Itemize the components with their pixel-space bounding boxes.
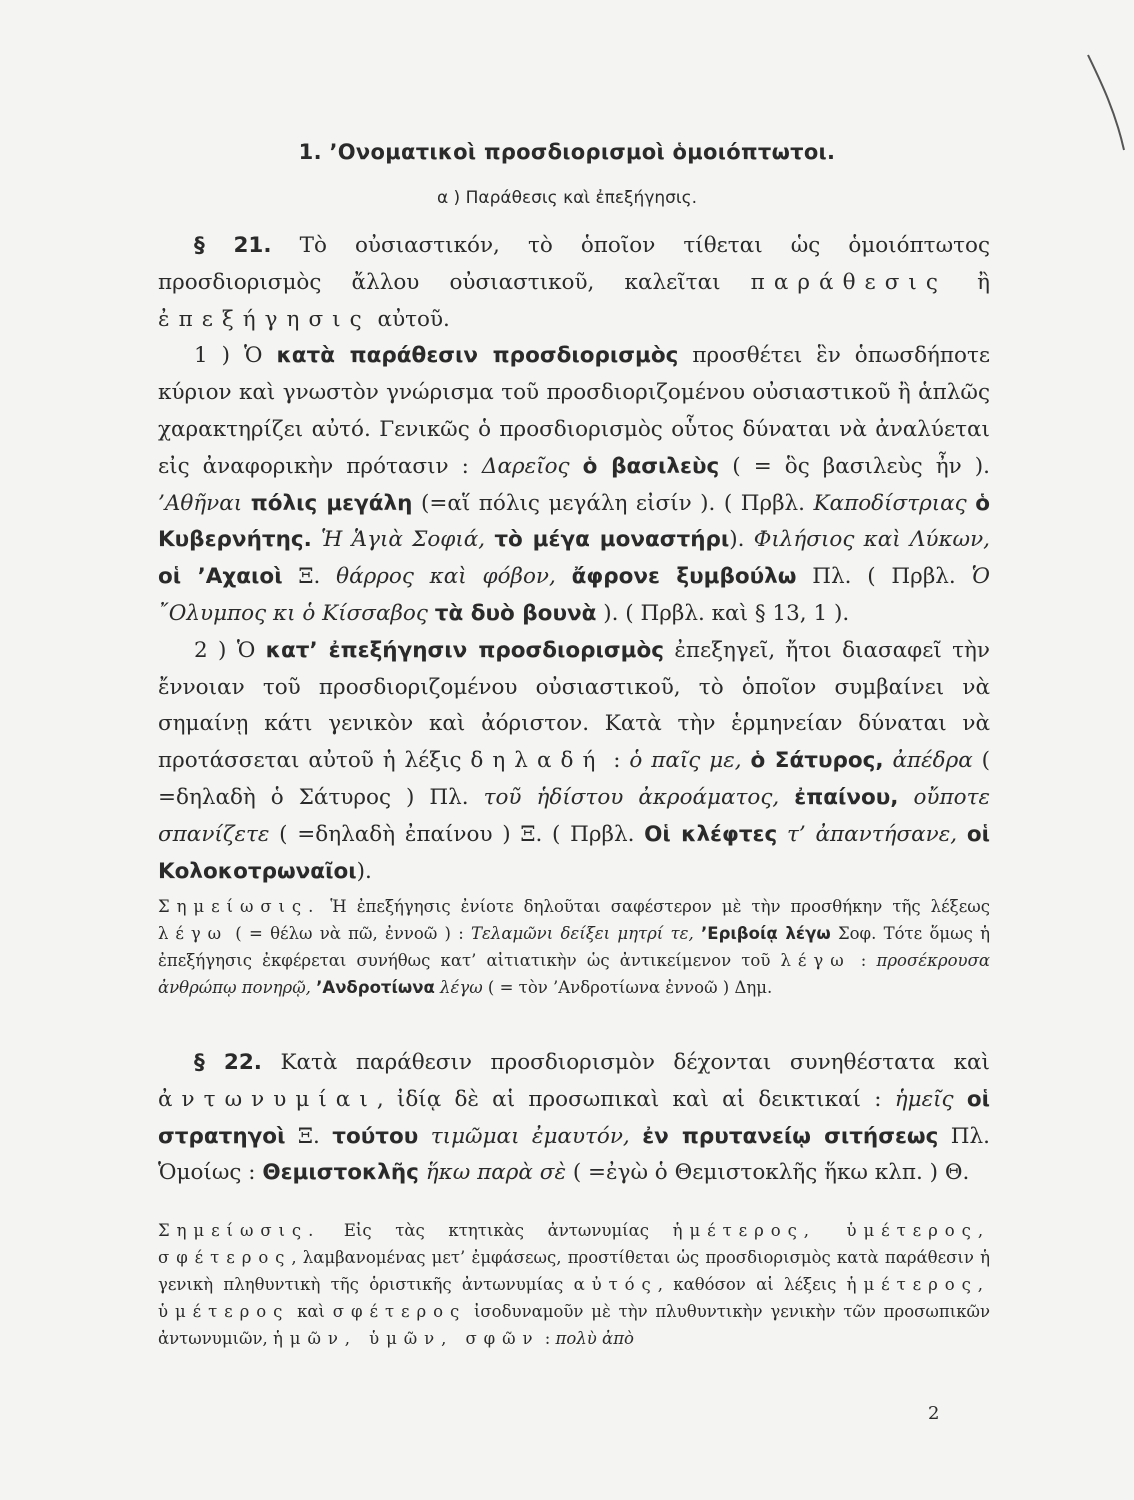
text-run: θάρρος καὶ φόβον, <box>336 564 556 590</box>
text-run: § 21. <box>194 233 272 258</box>
text-run <box>419 1160 426 1185</box>
text-run: Πλ. Ὁμοίως : <box>158 1123 991 1186</box>
note-22-text <box>158 1217 990 1352</box>
text-run: ἰσοδυναμοῦν μὲ τὴν πλυθυντικὴν γενικὴν τῶν προσωπικῶν ἀντωνυμιῶν, <box>158 1302 990 1348</box>
text-run <box>954 1087 967 1112</box>
text-run: λέγω <box>780 951 851 970</box>
text-run: ἡμεῖς <box>894 1086 954 1112</box>
text-run: ἄφρονε ξυμβούλω <box>571 564 797 590</box>
text-run: ’Εριβοίᾳ λέγω <box>701 924 831 943</box>
text-run: οἱ στρατηγοὶ <box>158 1086 990 1149</box>
text-run <box>556 564 572 589</box>
text-run: λέγω <box>440 978 483 997</box>
text-run: ( = τὸν ’Ανδροτίωνα ἐννοῶ ) Δημ. <box>482 978 773 997</box>
text-run: ). ( Πρβλ. καὶ § 13, 1 ). <box>596 600 850 626</box>
text-run: Ξ. <box>285 1123 333 1149</box>
text-run: Σημείωσις. <box>158 897 321 916</box>
text-run: τ’ ἀπαντήσανε, <box>787 821 958 847</box>
text-run: , καθόσον αἱ λέξεις <box>657 1275 847 1294</box>
text-run: : <box>604 748 630 774</box>
text-run: καὶ <box>289 1302 333 1321</box>
text-run: ’Αθῆναι <box>158 490 243 516</box>
section-heading: 1. ’Ονοματικοὶ προσδιορισμοὶ ὁμοιόπτωτοι. <box>298 140 836 164</box>
text-run: Ἡ ἐπεξήγησις ἐνίοτε δηλοῦται σαφέστερον μὲ τὴν προσθήκην τῆς λέξεως <box>320 897 990 916</box>
text-run <box>967 491 975 516</box>
text-run: ἀπέδρα <box>892 748 973 774</box>
text-run: Σοφ. Τότε ὅμως ἡ ἐπεξήγησις ἐκφέρεται συνήθως κατ’ αἰτιατικὴν ὡς ἀντικείμενον τοῦ <box>158 924 990 970</box>
text-run: τὰ δυὸ βουνὰ <box>434 600 597 626</box>
text-run: , λαμβανομένας μετ’ ἐμφάσεως, προστίθεται ὡς προσδιορισμὸς κατὰ παράθεσιν ἡ γενικὴ πληθυντικὴ τῆς ὁριστικῆς ἀντωνυμίας <box>158 1248 990 1294</box>
section-21 <box>158 228 990 890</box>
text-run: παράθεσις <box>750 269 947 295</box>
text-run: ἢ <box>946 269 990 295</box>
paragraph-21-epexegesis <box>158 633 990 891</box>
text-run: § 22. <box>194 1050 262 1075</box>
text-run: ἐπεξηγεῖ, ἤτοι διασαφεῖ τὴν ἔννοιαν τοῦ προσδιοριζομένου οὐσιαστικοῦ, τὸ ὁποῖον συμβαίνει νὰ σημαίνῃ κάτι γενικὸν καὶ ἀόριστον. Κατὰ τὴν ἑρμηνείαν δύναται νὰ προτάσσεται αὐτοῦ ἡ λέξις <box>158 637 990 774</box>
text-run: ἐπεξήγησις <box>158 306 371 332</box>
text-run: σφέτερος <box>332 1302 467 1321</box>
text-run: Φιλήσιος καὶ Λύκων, <box>753 527 990 553</box>
text-run <box>312 527 321 552</box>
text-run: ὁ παῖς με, <box>629 748 742 774</box>
paragraph-21-apposition <box>158 338 990 632</box>
text-run: ( =δηλαδὴ ὁ Σάτυρος ) Πλ. <box>158 748 990 810</box>
text-run <box>779 785 794 810</box>
text-run: ἡμῶν, ὑμῶν, σφῶν <box>272 1329 540 1348</box>
text-run: ἡμέτερος, ὑμέτερος, σφέτερος <box>158 1221 990 1267</box>
text-run: ’Ανδροτίωνα <box>316 978 435 997</box>
text-run: (=αἵ πόλις μεγάλη εἰσίν ). ( Πρβλ. <box>412 490 814 516</box>
text-run: ( =ἐγὼ ὁ Θεμιστοκλῆς ἥκω κλπ. ) Θ. <box>565 1160 970 1186</box>
text-run: Τελαμῶνι δείξει μητρί τε, <box>471 924 694 943</box>
text-run: Σημείωσις. <box>158 1221 321 1240</box>
text-run: ). <box>356 858 372 884</box>
text-run <box>570 454 583 479</box>
text-run: Καποδίστριας <box>813 490 967 516</box>
text-run: κατ’ ἐπεξήγησιν προσδιορισμὸς <box>265 637 665 663</box>
paragraph-21-intro <box>158 228 990 338</box>
text-run: ἀντωνυμίαι <box>158 1086 377 1112</box>
text-run: 1 ) Ὁ <box>194 343 277 369</box>
text-run: Ἡ Ἁγιὰ Σοφιά, <box>321 527 486 553</box>
text-run: τούτου <box>332 1123 419 1149</box>
text-run: ( = ὃς βασιλεὺς ἦν ). <box>719 453 990 479</box>
text-run: δηλαδή <box>470 748 605 774</box>
text-run: κατὰ παράθεσιν προσδιορισμὸς <box>276 343 679 369</box>
text-run: προσθέτει ἓν ὁπωσδήποτε κύριον καὶ γνωστὸν γνώρισμα τοῦ προσδιοριζομένου οὐσιαστικοῦ ἢ ἁπλῶς χαρακτηρίζει αὐτό. Γενικῶς ὁ προσδιορισμὸς οὗτος δύναται νὰ ἀναλύεται εἰς ἀναφορικὴν πρότασιν : <box>158 343 991 479</box>
text-run: Ξ. <box>282 564 337 590</box>
text-run: λέγω <box>158 924 229 943</box>
text-run: 2 ) Ὁ <box>194 637 266 663</box>
text-run: αὐτός <box>573 1275 658 1294</box>
text-run: αὐτοῦ. <box>370 306 450 332</box>
text-run: Πλ. ( Πρβλ. <box>796 564 972 590</box>
note-21 <box>158 893 990 1001</box>
text-run: Κατὰ παράθεσιν προσδιορισμὸν δέχονται συνηθέστατα καὶ <box>261 1050 990 1075</box>
text-run <box>898 785 913 810</box>
text-run: τιμῶμαι ἐμαυτόν, <box>430 1123 630 1149</box>
note-22 <box>158 1217 990 1352</box>
text-run: οἱ Κολοκοτρωναῖοι <box>158 821 991 884</box>
text-run: πολὺ ἀπὸ <box>555 1329 634 1348</box>
text-run <box>428 601 435 626</box>
text-run: ἐπαίνου, <box>794 784 899 810</box>
text-run: ὁ Κυβερνήτης. <box>158 490 990 553</box>
text-run <box>242 491 250 516</box>
text-run: Τὸ οὐσιαστικόν, τὸ ὁποῖον τίθεται ὡς ὁμοιόπτωτος προσδιορισμὸς ἄλλου οὐσιαστικοῦ, καλεῖται <box>158 233 990 295</box>
text-run: : <box>850 951 877 970</box>
text-run: προσέκρουσα ἀνθρώπῳ πονηρῷ, <box>158 951 990 997</box>
text-run <box>418 1124 430 1149</box>
text-run: Εἰς τὰς κτητικὰς ἀντωνυμίας <box>320 1221 673 1240</box>
paragraph-22 <box>158 1045 990 1192</box>
text-run: οἱ ’Αχαιοὶ <box>158 564 283 590</box>
section-22 <box>158 1045 990 1192</box>
text-run: οὔποτε σπανίζετε <box>158 784 991 847</box>
text-run <box>485 527 494 552</box>
text-run: Δαρεῖος <box>481 453 570 479</box>
text-run: Οἱ κλέφτες <box>644 821 778 847</box>
text-run: τοῦ ἡδίστου ἀκροάματος, <box>483 784 780 810</box>
text-run: ἐν πρυτανείῳ σιτήσεως <box>642 1123 939 1149</box>
text-run: ( =δηλαδὴ ἐπαίνου ) Ξ. ( Πρβλ. <box>269 821 645 847</box>
text-run <box>694 924 701 943</box>
page-number: 2 <box>928 1403 940 1424</box>
text-run <box>777 822 787 847</box>
text-run: Θεμιστοκλῆς <box>262 1160 419 1186</box>
text-run: ἥκω παρὰ σὲ <box>425 1160 566 1186</box>
text-run <box>957 822 967 847</box>
note-21-text <box>158 893 990 1001</box>
text-run: πόλις μεγάλη <box>250 490 413 516</box>
text-run: ). <box>729 527 754 553</box>
text-run: Ὁ ῎Ολυμπος κι ὁ Κίσσαβος <box>158 564 990 626</box>
subsection-heading: α ) Παράθεσις καὶ ἐπεξήγησις. <box>436 188 698 208</box>
text-run: τὸ μέγα μοναστήρι <box>494 527 730 553</box>
text-run: : <box>539 1329 556 1348</box>
text-run: ( = θέλω νὰ πῶ, ἐννοῶ ) : <box>228 924 472 943</box>
text-run <box>630 1124 642 1149</box>
text-run: ὁ Σάτυρος, <box>750 748 884 774</box>
text-run: ἡμέτερος, ὑμέτερος <box>158 1275 990 1321</box>
text-run: , ἰδίᾳ δὲ αἱ προσωπικαὶ καὶ αἱ δεικτικαί : <box>376 1086 895 1112</box>
text-run: ὁ βασιλεὺς <box>582 453 720 479</box>
